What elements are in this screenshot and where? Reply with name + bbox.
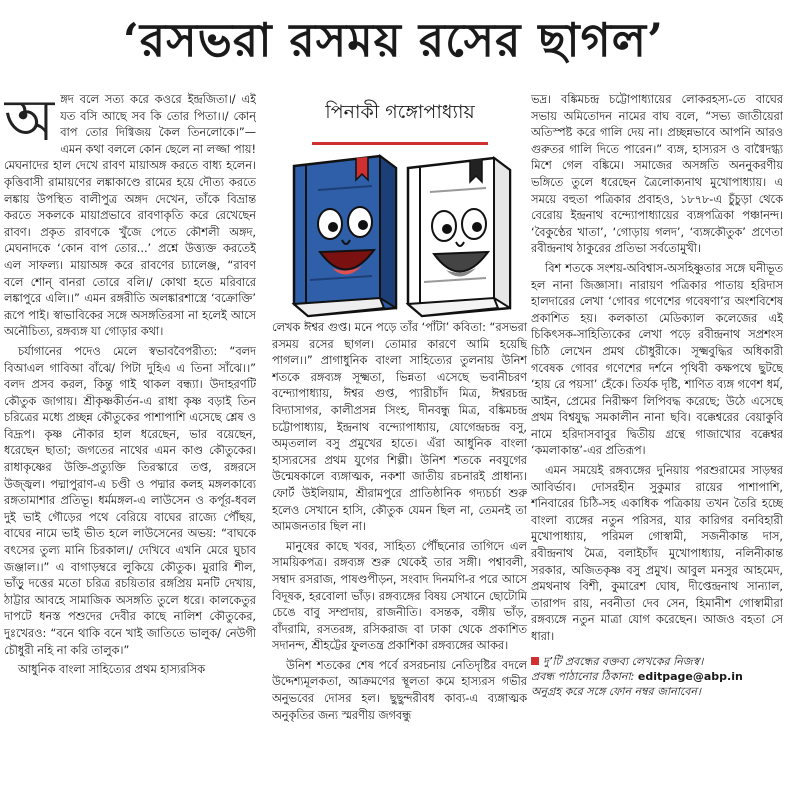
red-square-icon <box>531 657 539 665</box>
submission-label: প্রবন্ধ পাঠানোর ঠিকানা: <box>531 669 635 683</box>
paragraph: ভদ্র। বঙ্কিমচন্দ্র চট্টোপাধ্যায়ের লোকরহস্য-তে বাঘের সভায় অমিতোদন নামের বাঘ বলে, “সভ্য জাতীয়েরা অতিস্পষ্ট করে গালি দেয় না। প্রচ্ছন্নভাবে আপনি আরও গুরুতর গালি দিতে পারেন।” ব্যঙ্গ, হাস্যরস ও বাগ্বৈদগ্ধ্য মিশে গেল বঙ্কিমে। সমাজের অসঙ্গতি অননুকরণীয় ভঙ্গিতে তুলে ধরেছেন ত্রৈলোক্যনাথ মুখোপাধ্যায়। এ সময়ে বহুতা পত্রিকার প্রবাহও, ১৮৭৮-এ চুঁচুড়া থেকে বেরোয় ইন্দ্রনাথ বন্দ্যোপাধ্যায়ের ব্যঙ্গপত্রিকা পঞ্চানন্দ। ‘বৈকুণ্ঠের খাতা’, ‘গোড়ায় গলদ’, ‘ব্যঙ্গকৌতুক’ প্রণেতা রবীন্দ্রনাথ ঠাকুরের প্রতিভা সর্বতোমুখী। <box>531 93 783 256</box>
paragraph: এমন সময়েই রঙ্গব্যঙ্গের দুনিয়ায় পরশুরামের সাড়ম্বর আবির্ভাব। দোসরহীন সুকুমার রায়ের পাশাপাশি, শনিবারের চিঠি-সহ একাধিক পত্রিকায় তখন তৈরি হচ্ছে বাংলা ব্যঙ্গের নতুন পরিসর, যার কারিগর বনবিহারী মুখোপাধ্যায়, পরিমল গোস্বামী, সজনীকান্ত দাস, রবীন্দ্রনাথ মৈত্র, বলাইচাঁদ মুখোপাধ্যায়, নলিনীকান্ত সরকার, অজিতকৃষ্ণ বসু প্রমুখ। আবুল মনসুর আহমেদ, প্রমথনাথ বিশী, কুমারেশ ঘোষ, দীপ্তেন্দ্রনাথ সান্যাল, তারাপদ রায়, নবনীতা দেব সেন, হিমানীশ গোস্বামীরা রঙ্গব্যঙ্গে নতুন মাত্রা যোগ করেছেন। আজও বহতা সে ধারা। <box>531 464 783 643</box>
illustration <box>280 148 520 318</box>
author-note <box>531 654 783 699</box>
cartoon-book-blue-icon <box>294 156 396 316</box>
paragraph-text: ঙ্গদ বলে সত্য করে কওরে ইন্দ্রজিতা।/ এই যত বসি আছে সব কি তোর পিতা।।/ কোন্ বাপ তোর দিগ্বিজয় কৈল তিনলোকে।”— এমন কথা বললে কোন ছেলে না লজ্জা পায়! মেঘনাদের হাল দেখে রাবণ মায়াঅঙ্গ করতে বাধ্য হলেন। কৃত্তিবাসী রামায়ণের লঙ্কাকাণ্ডে রামের হয়ে দৌত্য করতে লঙ্কায় উপস্থিত বালীপুত্র অঙ্গদ দেখেন, তাঁকে বিভ্রান্ত করতে সকলকে মায়াপ্রভাবে রাবণাকৃতি করে রেখেছেন রাবণ। প্রকৃত রাবণকে খুঁজে পেতে কৌশলী অঙ্গদ, মেঘনাদকে ‘কোন বাপ তোর...’ প্রশ্নে উত্ত্যক্ত করতেই এল সাফল্য। মায়াঅঙ্গ করে রাবণের চ্যালেঞ্জ, “রাবণ বলে শোন্ বানরা তোরে বলি।/ কোথা হতে মরিবারে লঙ্কাপুরে এলি।।” এমন রঙ্গরীতি অলঙ্কারশাস্ত্রে ‘বক্রোক্তি’ রূপে পাই। স্বাভাবিকের সঙ্গে অসঙ্গতিরসা না হলেই আসে অনৌচিত্য, রঙ্গব্যঙ্গ যা গোড়ার কথা। <box>4 93 256 339</box>
article-column-3 <box>531 92 783 779</box>
paragraph: চর্যাগানের পদেও মেলে স্বভাববৈপরীত্য: “বলদ বিআএল গাবিআ বাঁঝে/ পিটা দুহিএ এ তিনা সাঁঝে।।” বলদ প্রসব করল, কিন্তু গাই থাকল বন্ধ্যা। উদাহরণটি কৌতুক জাগায়। শ্রীকৃষ্ণকীর্তন-এ রাধা কৃষ্ণ বড়াই তিন চরিত্রের মধ্যে প্রচ্ছন্ন কৌতুকের পাশাপাশি এসেছে শ্লেষ ও বিদ্রূপ। কৃষ্ণ নৌকার হাল ধরেছেন, ভার বয়েছেন, ধরেছেন ছাতা; জগতের নাথের এমন কাণ্ড কৌতুকের। রাধাকৃষ্ণের উক্তি-প্রত্যুক্তি তিরস্কারে তপ্ত, রঙ্গরসে উজ্জ্বল। পদ্মাপুরাণ-এ চণ্ডী ও পদ্মার কলহ মঙ্গলকাব্যে রঙ্গতামাশার প্রতিভূ। ধর্মমঙ্গল-এ লাউসেন ও কর্পূর-ধবল দুই ভাই গৌড়ের পথে বেরিয়ে বাঘের রাজ্যে পৌঁছয়, বাঘের নামে ভাই ভীত হলে লাউসেনের অভয়: “বাঘকে বৎসের তুল্য মানি চিরকাল।/ দেখিবে এখনি মেরে ঘুচাব জঞ্জাল।।” এ বাগাড়ম্বরে লুকিয়ে কৌতুক। মুরারি শীল, ভাঁড়ু দত্তের মতো চরিত্র রচয়িতার রঙ্গপ্রিয় মনটি দেখায়, ঠাট্টার আবহে সামাজিক অসঙ্গতি তুলে ধরে। কালকেতুর দাপটে ধনস্ত পশুদের দেবীর কাছে নালিশ কৌতুকের, দুঃখেরও: “বনে থাকি বনে খাই জাতিতে ভালুক/ নেউগী চৌধুরী নহি না করি তালুক।” <box>4 344 256 657</box>
headline: ‘রসভরা রসময় রসের ছাগল’ <box>122 13 665 67</box>
cartoon-book-white-icon <box>408 158 510 316</box>
article-column-2 <box>272 320 527 779</box>
paragraph: উনিশ শতকের শেষ পর্বে রসরচনায় নেতিদৃষ্টির বদলে উদ্দেশ্যমূলকতা, আক্রমণের স্থূলতা কমে হাস্যরস গভীর অনুভবের দোসর হল। ছুছুন্দরীবধ কাব্য-এ ব্যঙ্গাত্মক অনুকৃতির জন্য স্মরণীয় জগবন্ধু <box>272 658 527 722</box>
email-link[interactable]: editpage@abp.in <box>637 669 743 683</box>
byline-block <box>280 92 520 320</box>
paragraph: বিশ শতকে সংশয়-অবিশ্বাস-অসহিষ্ণুতার সঙ্গে ঘনীভূত হল নানা জিজ্ঞাসা। নারায়ণ পত্রিকার পাতায় হরিদাস হালদারের লেখা ‘গোবর গণেশের গবেষণা’র অংশবিশেষ প্রকাশিত হয়। কলকাতা মেডিক্যাল কলেজের এই চিকিৎসক-সাহিত্যিকের লেখা পড়ে রবীন্দ্রনাথ সপ্রশংস চিঠি লেখেন প্রমথ চৌধুরীকে। সূক্ষ্মবুদ্ধির অধিকারী গবেষক গোবর গণেশের দর্শনে পৃথিবী কক্ষপথে ছুটছে ‘হায় রে পয়সা’ হেঁকে। তির্যক দৃষ্টি, শাণিত ব্যঙ্গ গণেশ ধর্ম, আইন, প্রেমের নিরীক্ষণ লিপিবদ্ধ করেছে; উঠে এসেছে প্রথম বিশ্বযুদ্ধ সমকালীন নানা ছবি। বক্কেশ্বরের বেয়াকুবি নামে হরিদাসবাবুর দ্বিতীয় গ্রন্থে গাজাখোর বক্কেশ্বর ‘কমলাকান্ত’-এর প্রতিরূপ। <box>531 261 783 458</box>
paragraph: মানুষের কাছে খবর, সাহিত্য পৌঁছনোর তাগিদে এল সাময়িকপত্র। রঙ্গব্যঙ্গ শুরু থেকেই তার সঙ্গী। পশ্বাবলী, সম্বাদ রসরাজ, পাষণ্ডপীড়ন, সংবাদ দিনমণি-র পরে আসে বিদূষক, হরবোলা ভাঁড়। রঙ্গব্যঙ্গের বিষয় সেখানে ছোটোমি চেঙে বাবু সম্প্রদায়, রাজনীতি। বসন্তক, বঙ্গীয় ভাঁড়, বাঁদরামি, রসতরঙ্গ, রসিকরাজ বা ঢাকা থেকে প্রকাশিত সদানন্দ, শ্রীহট্টের ফুলতন্ত্র প্রকাশিকা রঙ্গব্যঙ্গের আকর। <box>272 539 527 653</box>
paragraph: লেখক ঈশ্বর গুপ্ত। মনে পড়ে তাঁর ‘পাঁটা’ কবিতা: “রসভরা রসময় রসের ছাগল। তোমার কারণে আমি হয়েছি পাগল।।” প্রাগাধুনিক বাংলা সাহিত্যের তুলনায় উনিশ শতকে রঙ্গব্যঙ্গ সূক্ষ্মতা, ভিন্নতা এসেছে ভবানীচরণ বন্দ্যোপাধ্যায়, ঈশ্বর গুপ্ত, প্যারীচাঁদ মিত্র, ঈশ্বরচন্দ্র বিদ্যাসাগর, কালীপ্রসন্ন সিংহ, দীনবন্ধু মিত্র, বঙ্কিমচন্দ্র চট্টোপাধ্যায়, ইন্দ্রনাথ বন্দ্যোপাধ্যায়, যোগেন্দ্রচন্দ্র বসু, অমৃতলাল বসু প্রমুখের হাতে। এঁরা আধুনিক বাংলা হাস্যরসের প্রথম যুগের শিল্পী। উনিশ শতকে নবযুগের উন্মেষকালে ব্যঙ্গাত্মক, নকশা জাতীয় রচনারই প্রাধান্য। ফোর্ট উইলিয়াম, শ্রীরামপুরে প্রাতিষ্ঠানিক গদ্যচর্চা শুরু হলেও সেখানে হাসি, কৌতুক যেমন ছিল না, তেমনই তা আমজনতার ছিল না। <box>272 321 527 534</box>
article-column-1 <box>4 92 256 779</box>
byline-rule <box>312 142 488 145</box>
phone-request: অনুগ্রহ করে সঙ্গে ফোন নম্বর জানাবেন। <box>531 684 701 698</box>
paragraph <box>4 92 256 341</box>
byline: পিনাকী গঙ্গোপাধ্যায় <box>325 101 475 123</box>
drop-cap: অ <box>4 92 55 154</box>
paragraph: আধুনিক বাংলা সাহিত্যের প্রথম হাস্যরসিক <box>18 663 206 677</box>
disclaimer: দু’টি প্রবন্ধের বক্তব্য লেখকের নিজস্ব। <box>543 654 704 668</box>
